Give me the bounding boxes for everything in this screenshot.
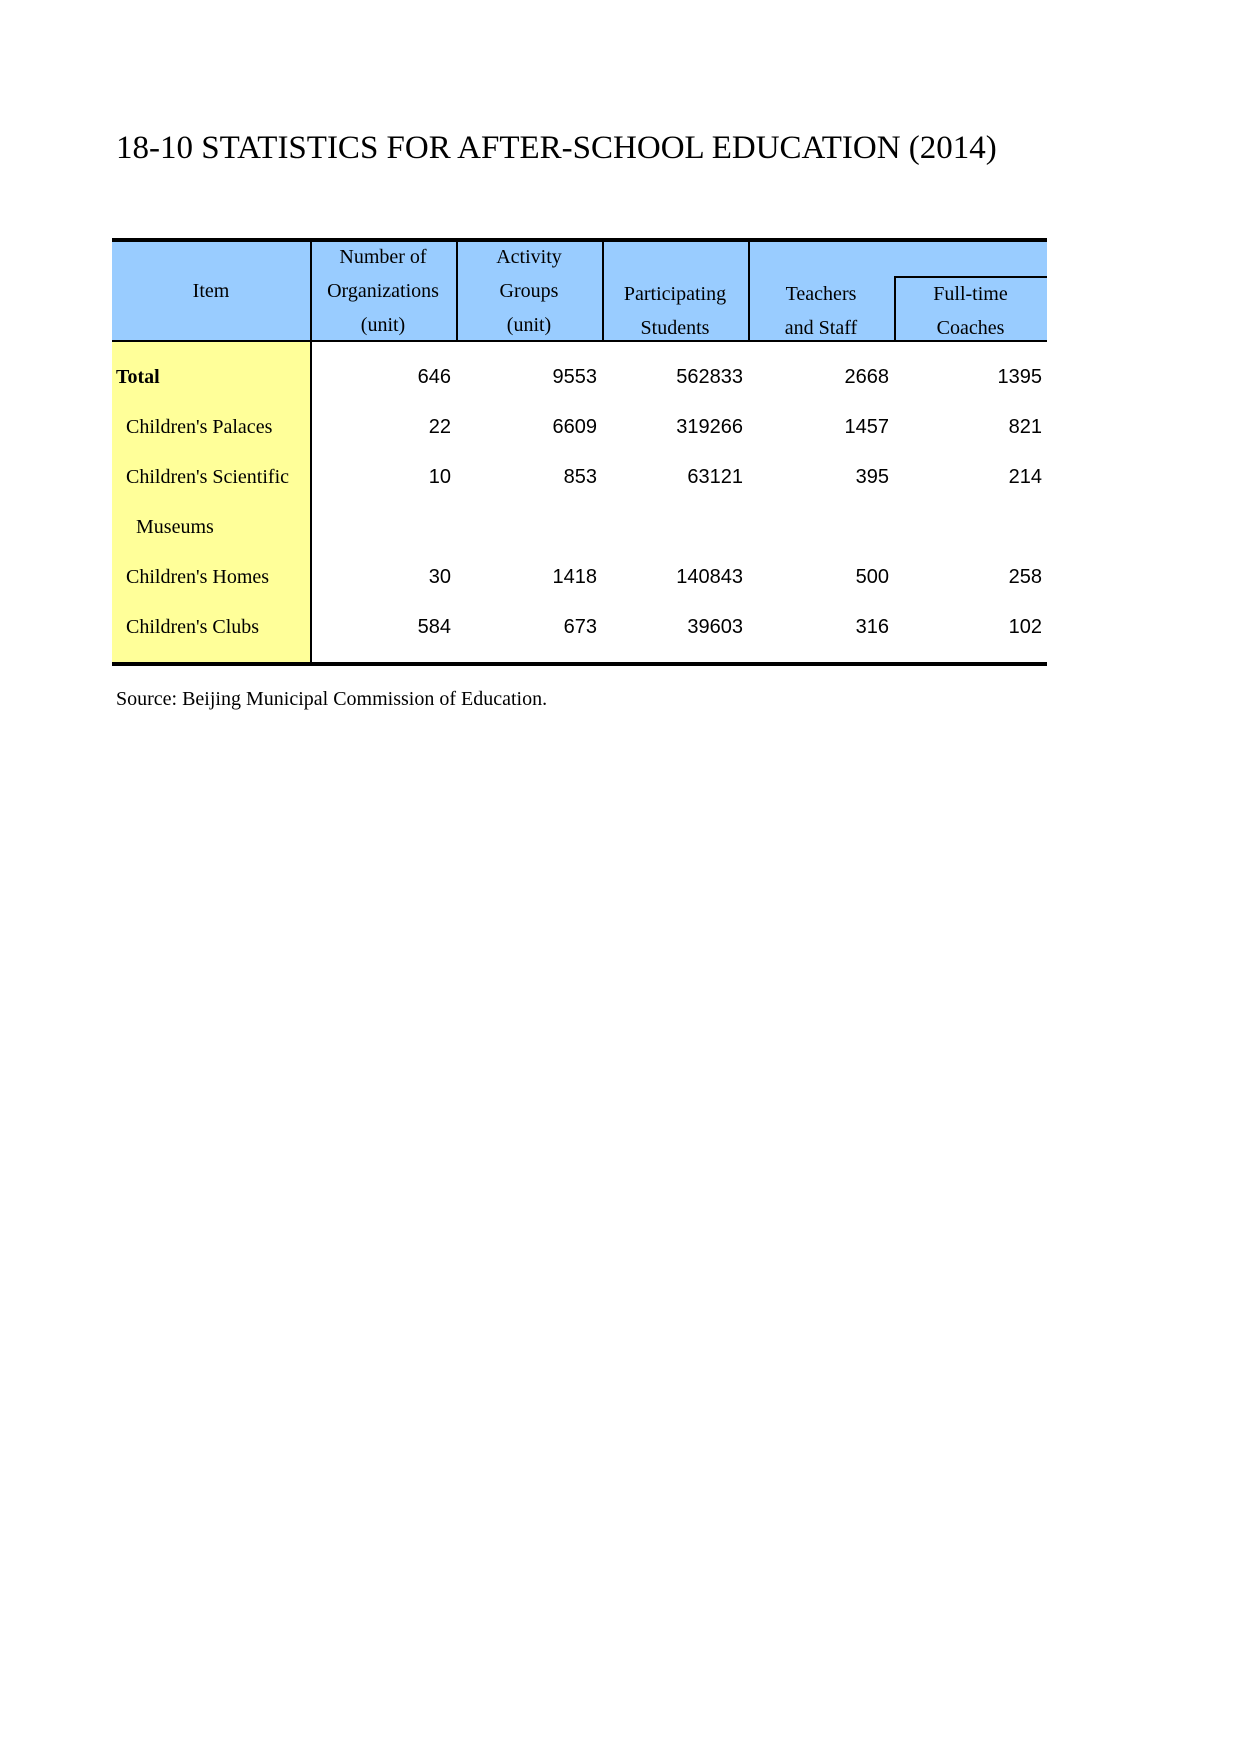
row-label: Children's Scientific [126,466,290,488]
header-activity-groups-line-3: (unit) [506,314,552,336]
table-bottom-rule [112,662,1047,666]
cell-fulltime-coaches: 258 [1008,566,1042,588]
table-row-total [112,352,1047,402]
table-header [112,238,1047,342]
header-participating-students-line-1: Participating [623,283,727,305]
header-divider [310,242,312,340]
header-teachers-staff-line-2: and Staff [784,317,858,339]
cell-teachers-staff: 1457 [844,416,889,438]
header-activity-groups-line-2: Groups [499,280,559,302]
source-note: Source: Beijing Municipal Commission of Education. [116,688,548,710]
row-label: Museums [136,516,214,538]
cell-teachers-staff: 2668 [844,366,889,388]
header-divider [894,276,896,340]
row-label: Children's Homes [126,566,270,588]
table-row [112,452,1047,502]
table-row [112,552,1047,602]
cell-activity-groups: 1418 [552,566,597,588]
cell-organizations: 584 [417,616,451,638]
header-organizations [310,242,456,340]
header-organizations-line-3: (unit) [360,314,406,336]
statistics-table [112,238,1047,666]
cell-participating-students: 63121 [687,466,743,488]
row-label: Children's Clubs [126,616,260,638]
header-fulltime-coaches-line-1: Full-time [933,283,1008,305]
cell-fulltime-coaches: 1395 [997,366,1042,388]
table-row [112,602,1047,652]
cell-activity-groups: 6609 [552,416,597,438]
page-title: 18-10 STATISTICS FOR AFTER-SCHOOL EDUCATION (2014) [116,130,997,166]
header-subrule [894,276,1047,278]
header-divider [748,242,750,340]
cell-activity-groups: 673 [563,616,597,638]
cell-fulltime-coaches: 102 [1008,616,1042,638]
cell-activity-groups: 853 [563,466,597,488]
header-fulltime-coaches [894,276,1047,346]
table-row [112,502,1047,552]
header-item [112,242,310,340]
cell-organizations: 22 [428,416,451,438]
header-participating-students [602,276,748,346]
header-fulltime-coaches-line-2: Coaches [936,317,1005,339]
cell-teachers-staff: 395 [855,466,889,488]
header-participating-students-line-2: Students [640,317,710,339]
cell-fulltime-coaches: 821 [1008,416,1042,438]
header-organizations-line-2: Organizations [327,280,439,302]
header-divider [456,242,458,340]
header-organizations-line-1: Number of [339,246,427,268]
table-row [112,402,1047,452]
header-teachers-staff-line-1: Teachers [785,283,857,305]
header-item-label: Item [192,280,230,302]
header-teachers-staff [748,276,894,346]
cell-organizations: 30 [428,566,451,588]
cell-participating-students: 562833 [676,366,743,388]
cell-participating-students: 140843 [676,566,743,588]
cell-organizations: 10 [428,466,451,488]
cell-participating-students: 39603 [687,616,743,638]
cell-organizations: 646 [417,366,451,388]
cell-fulltime-coaches: 214 [1008,466,1042,488]
cell-teachers-staff: 316 [855,616,889,638]
header-activity-groups-line-1: Activity [496,246,562,268]
header-activity-groups [456,242,602,340]
cell-teachers-staff: 500 [855,566,889,588]
cell-participating-students: 319266 [676,416,743,438]
cell-activity-groups: 9553 [552,366,597,388]
row-label: Children's Palaces [126,416,273,438]
row-label: Total [116,366,160,388]
header-divider [602,242,604,340]
